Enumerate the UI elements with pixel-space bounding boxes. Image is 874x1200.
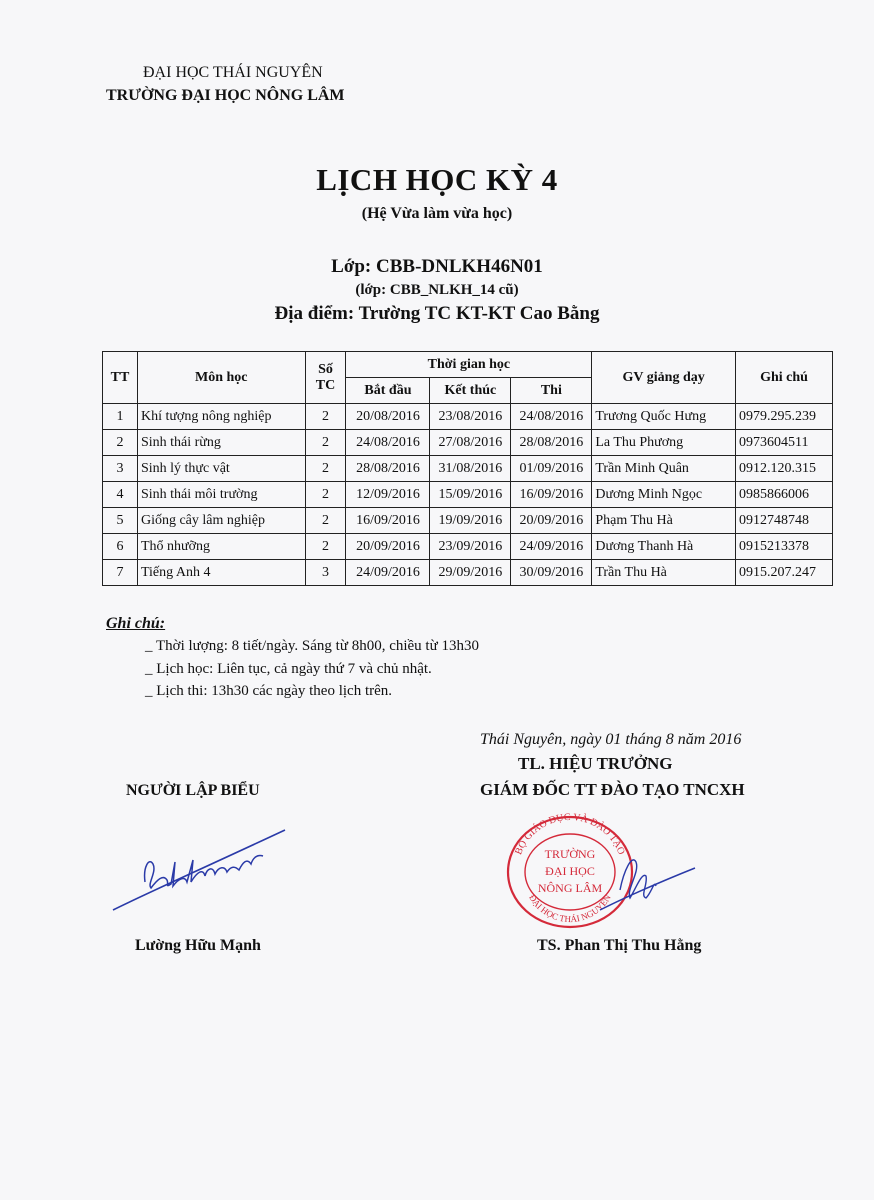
old-class-line: (lớp: CBB_NLKH_14 cũ) [355, 282, 519, 298]
header-subject: Môn học [137, 352, 305, 404]
preparer-name: Lường Hữu Mạnh [135, 937, 261, 954]
row-note: 0915213378 [735, 534, 832, 560]
director-name: TS. Phan Thị Thu Hằng [537, 937, 702, 954]
row-end: 29/09/2016 [430, 560, 511, 586]
row-start: 12/09/2016 [346, 482, 430, 508]
row-subject: Giống cây lâm nghiệp [137, 508, 305, 534]
row-credits: 3 [305, 560, 346, 586]
row-tt: 4 [103, 482, 138, 508]
row-credits: 2 [305, 534, 346, 560]
row-note: 0973604511 [735, 430, 832, 456]
table-row [103, 508, 833, 534]
row-subject: Khí tượng nông nghiệp [137, 404, 305, 430]
header-lecturer: GV giảng dạy [592, 352, 736, 404]
row-tt: 2 [103, 430, 138, 456]
class-line: Lớp: CBB-DNLKH46N01 [331, 256, 543, 277]
table-row [103, 404, 833, 430]
header-tt: TT [103, 352, 138, 404]
row-start: 24/08/2016 [346, 430, 430, 456]
table-row [103, 534, 833, 560]
row-tt: 3 [103, 456, 138, 482]
preparer-signature [105, 822, 295, 917]
row-tt: 7 [103, 560, 138, 586]
venue-line: Địa điểm: Trường TC KT-KT Cao Bằng [274, 303, 600, 324]
page-subtitle: (Hệ Vừa làm vừa học) [361, 205, 513, 222]
row-tt: 1 [103, 404, 138, 430]
header-credits: Số TC [305, 352, 346, 404]
row-note: 0985866006 [735, 482, 832, 508]
row-tt: 6 [103, 534, 138, 560]
row-credits: 2 [305, 508, 346, 534]
header-start: Bắt đầu [346, 378, 430, 404]
row-end: 27/08/2016 [430, 430, 511, 456]
row-exam: 20/09/2016 [511, 508, 592, 534]
row-note: 0915.207.247 [735, 560, 832, 586]
table-row [103, 430, 833, 456]
notes-title: Ghi chú: [106, 615, 166, 632]
signoff-title2: GIÁM ĐỐC TT ĐÀO TẠO TNCXH [480, 780, 745, 799]
row-subject: Tiếng Anh 4 [137, 560, 305, 586]
row-lecturer: La Thu Phương [592, 430, 736, 456]
row-note: 0979.295.239 [735, 404, 832, 430]
row-end: 23/08/2016 [430, 404, 511, 430]
row-lecturer: Dương Thanh Hà [592, 534, 736, 560]
note-item: _ Thời lượng: 8 tiết/ngày. Sáng từ 8h00, chiều từ 13h30 [145, 638, 479, 654]
preparer-label: NGƯỜI LẬP BIỂU [126, 782, 260, 799]
row-credits: 2 [305, 482, 346, 508]
stamp-line1: TRƯỜNG [544, 847, 596, 861]
header-time: Thời gian học [346, 352, 592, 378]
row-credits: 2 [305, 404, 346, 430]
school-name: TRƯỜNG ĐẠI HỌC NÔNG LÂM [106, 87, 345, 104]
row-subject: Sinh thái rừng [137, 430, 305, 456]
row-subject: Thổ nhưỡng [137, 534, 305, 560]
university-name: ĐẠI HỌC THÁI NGUYÊN [143, 64, 323, 81]
director-signature [590, 840, 700, 920]
row-start: 20/08/2016 [346, 404, 430, 430]
row-tt: 5 [103, 508, 138, 534]
row-credits: 2 [305, 430, 346, 456]
signoff-date: Thái Nguyên, ngày 01 tháng 8 năm 2016 [480, 731, 742, 748]
stamp-line2: ĐẠI HỌC [545, 864, 595, 878]
row-lecturer: Dương Minh Ngọc [592, 482, 736, 508]
note-item: _ Lịch học: Liên tục, cả ngày thứ 7 và chủ nhật. [145, 661, 432, 677]
row-start: 20/09/2016 [346, 534, 430, 560]
header-note: Ghi chú [735, 352, 832, 404]
stamp-ring-text: BỘ GIÁO DỤC VÀ ĐÀO TẠO [513, 812, 627, 857]
row-note: 0912748748 [735, 508, 832, 534]
row-subject: Sinh thái môi trường [137, 482, 305, 508]
row-start: 28/08/2016 [346, 456, 430, 482]
row-start: 16/09/2016 [346, 508, 430, 534]
row-start: 24/09/2016 [346, 560, 430, 586]
row-exam: 28/08/2016 [511, 430, 592, 456]
schedule-table [102, 351, 833, 586]
row-end: 15/09/2016 [430, 482, 511, 508]
row-exam: 24/09/2016 [511, 534, 592, 560]
row-subject: Sinh lý thực vật [137, 456, 305, 482]
table-row [103, 560, 833, 586]
stamp-lower-ring: ĐẠI HỌC THÁI NGUYÊN [527, 892, 613, 925]
signoff-title1: TL. HIỆU TRƯỞNG [518, 754, 673, 773]
row-lecturer: Trương Quốc Hưng [592, 404, 736, 430]
table-row [103, 456, 833, 482]
row-note: 0912.120.315 [735, 456, 832, 482]
row-exam: 01/09/2016 [511, 456, 592, 482]
row-exam: 30/09/2016 [511, 560, 592, 586]
page-title: LỊCH HỌC KỲ 4 [316, 162, 558, 197]
table-row [103, 482, 833, 508]
row-exam: 24/08/2016 [511, 404, 592, 430]
row-exam: 16/09/2016 [511, 482, 592, 508]
row-credits: 2 [305, 456, 346, 482]
stamp-line3: NÔNG LÂM [537, 881, 603, 895]
row-end: 19/09/2016 [430, 508, 511, 534]
row-lecturer: Trần Minh Quân [592, 456, 736, 482]
row-lecturer: Trần Thu Hà [592, 560, 736, 586]
header-exam: Thi [511, 378, 592, 404]
header-end: Kết thúc [430, 378, 511, 404]
note-item: _ Lịch thi: 13h30 các ngày theo lịch trên. [145, 683, 393, 699]
row-end: 23/09/2016 [430, 534, 511, 560]
row-lecturer: Phạm Thu Hà [592, 508, 736, 534]
row-end: 31/08/2016 [430, 456, 511, 482]
